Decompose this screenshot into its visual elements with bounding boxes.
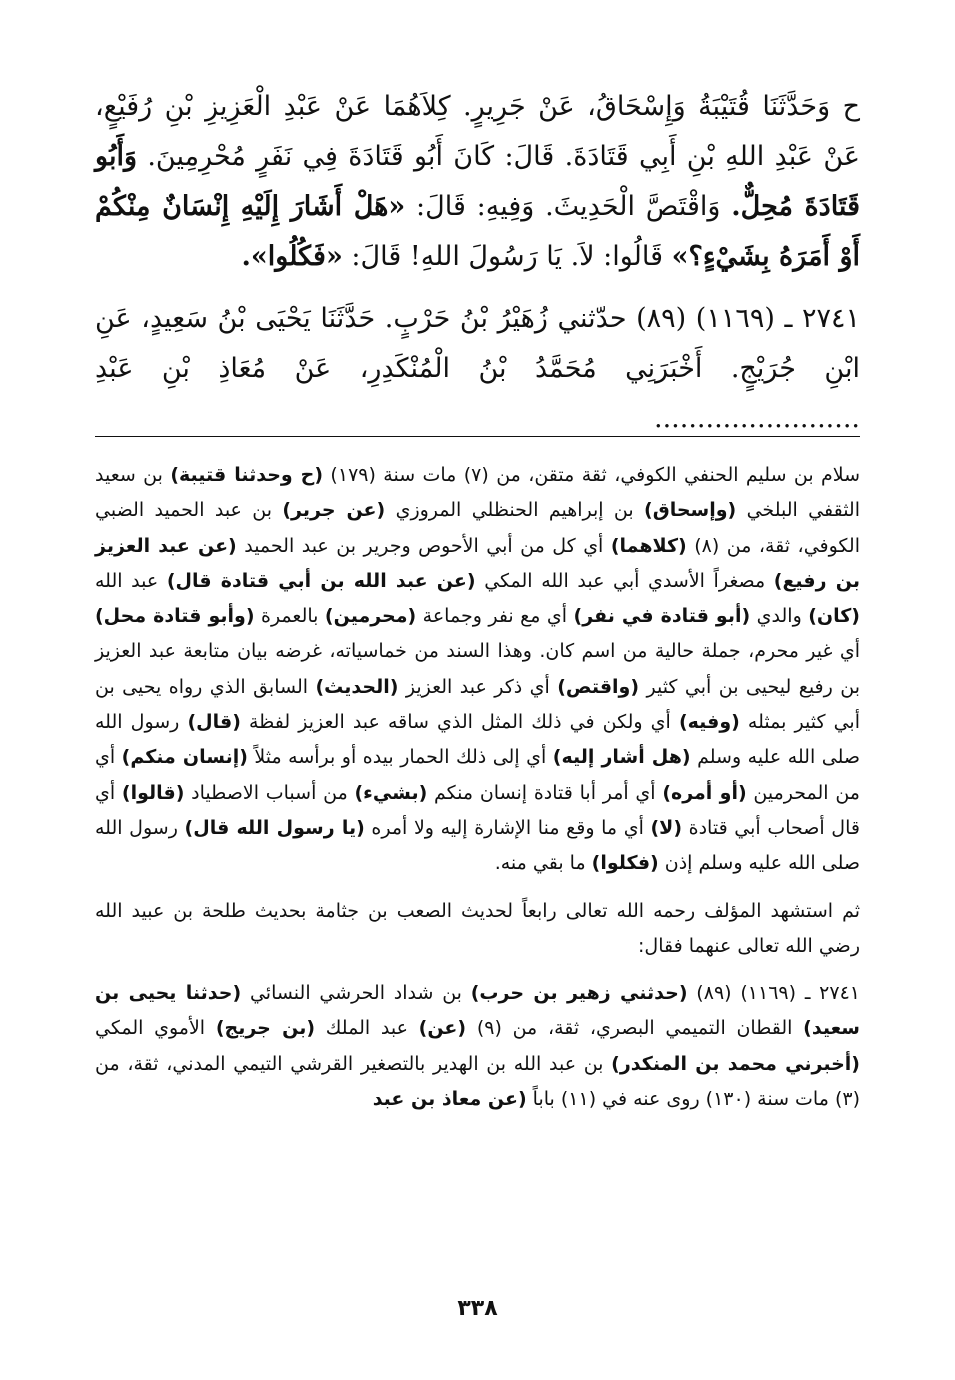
quoted-term: (محرمين) — [324, 605, 417, 628]
quoted-term: (وأبو قتادة محل) — [95, 605, 255, 628]
hadith-line: لاَ. يَا رَسُولَ اللهِ! قَالَ: — [342, 241, 595, 272]
commentary-text: ما بقي منه. — [494, 852, 592, 875]
page-number: ٣٣٨ — [457, 1296, 498, 1321]
divider-line — [95, 436, 860, 437]
commentary-text: القطان التميمي البصري، ثقة، من (٩) — [466, 1017, 804, 1040]
commentary-text: سلام بن سليم الحنفي الكوفي، ثقة متقن، من (٧) مات سنة (١٧٩) — [323, 464, 861, 486]
commentary-text: أي ولكن في ذلك المثل الذي ساقه عبد العزيز لفظة — [240, 711, 679, 734]
commentary-text: أي إلى ذلك الحمار بيده أو برأسه مثلاً — [247, 746, 553, 769]
quoted-term: (بشيء) — [354, 781, 428, 804]
commentary-text: مصغراً الأسدي أبي عبد الله المكي — [475, 569, 774, 592]
quoted-term: (عن جرير) — [282, 499, 386, 522]
commentary-text: أي غير محرم، جملة حالية من اسم كان. وهذا السند من خماسياته، غرضه بيان متابعة عبد العزيز بن رفيع ليحيى بن أبي كثير — [95, 640, 860, 698]
commentary-text: أي كل من أبي الأحوص وجرير بن عبد الحميد — [236, 534, 611, 557]
commentary-text: من أسباب الاصطياد — [184, 781, 355, 804]
quoted-term: (الحديث) — [315, 675, 399, 698]
commentary-text: عبد الملك — [315, 1017, 419, 1040]
hadith-quote: «فَكُلُوا». — [241, 241, 343, 272]
commentary-text: بن عبد الحميد الضبي الكوفي، ثقة، من (٨) — [95, 499, 860, 557]
commentary-text: والدي — [750, 605, 809, 628]
commentary-text: أي من المحرمين — [95, 746, 860, 804]
quoted-term: (حدثني زهير بن حرب) — [470, 982, 688, 1005]
hadith-text — [95, 82, 860, 456]
quoted-term: (كان) — [808, 605, 860, 628]
commentary-text: رسول الله صلى الله عليه وسلم إذن — [95, 816, 860, 875]
quoted-term: (قالوا) — [121, 781, 185, 804]
quoted-term: (عن عبد الله بن أبي قتادة قال) — [166, 569, 476, 592]
hadith-line: ابْنِ جُرَيْجٍ. أَخْبَرَنِي مُحَمَّدُ بْنُ الْمُنْكَدِرِ، عَنْ مُعَاذِ بْنِ عَبْدِ ........................ — [95, 353, 860, 434]
commentary-text: عبد الله — [95, 569, 167, 592]
commentary-text: أي ما وقع منا الإشارة إليه ولا أمره — [364, 816, 651, 839]
quoted-term: (حدثنا يحيى بن سعيد) — [95, 982, 860, 1040]
commentary-text: رسول الله صلى الله عليه وسلم — [95, 711, 860, 769]
quoted-term: (كلاهما) — [610, 534, 687, 557]
quoted-term: (أبو قتادة في نفر) — [573, 605, 751, 628]
commentary-text: ٢٧٤١ ـ (١١٦٩) (٨٩) — [687, 982, 860, 1005]
quoted-term: (واقتص) — [557, 675, 640, 698]
quoted-term: (ح وحدثنا قتيبة) — [170, 464, 324, 486]
commentary — [95, 458, 860, 1117]
quoted-term: (إنسان منكم) — [121, 746, 248, 769]
commentary-text: أي مع نفر وجماعة — [416, 605, 574, 628]
commentary-paragraph: ثم استشهد المؤلف رحمه الله تعالى رابعاً لحديث الصعب بن جثامة بحديث طلحة بن عبيد الله رضي الله تعالى عنهما فقال: — [95, 899, 860, 957]
commentary-text: بن شداد الحرشي النسائي — [241, 982, 471, 1005]
hadith-paragraph — [95, 82, 860, 282]
hadith-line: ح وَحَدَّثَنَا قُتَيْبَةُ وَإِسْحَاقُ، عَنْ جَرِيرٍ. كِلاَهُمَا عَنْ عَبْدِ الْعَزِيزِ بْنِ رُفَيْعٍ، عَنْ — [95, 91, 860, 172]
hadith-line: ٢٧٤١ ـ (١١٦٩) (٨٩) حدّثني زُهَيْرُ بْنُ حَرْبٍ. حَدَّثَنَا يَحْيَى بْنُ سَعِيدٍ، عَنِ — [95, 303, 861, 334]
commentary-text: بن إبراهيم الحنظلي المروزي — [385, 499, 645, 522]
hadith-line-bold: وَأَبُو قَتَادَةَ مُحِلٌّ. — [95, 141, 860, 222]
quoted-term: (هل أشار إليه) — [552, 746, 691, 769]
hadith-paragraph — [95, 294, 860, 444]
quoted-term: (عن) — [418, 1017, 467, 1040]
quoted-term: (يا رسول الله قال) — [184, 816, 365, 839]
commentary-text: بن سعيد الثقفي البلخي — [95, 464, 861, 522]
commentary-paragraph — [95, 976, 860, 1117]
commentary-paragraph — [95, 458, 860, 882]
quoted-term: (وفيه) — [678, 711, 740, 734]
quoted-term: (بن جريج) — [215, 1017, 316, 1040]
commentary-text: السابق الذي رواه يحيى بن أبي كثير بمثله — [95, 675, 861, 734]
commentary-text: أي أمر أبا قتادة إنسان منكم — [427, 781, 663, 804]
quoted-term: (أو أمره) — [662, 781, 747, 804]
quoted-term: (قال) — [187, 711, 241, 734]
commentary-text: أي ذكر عبد العزيز — [398, 675, 558, 698]
hadith-line: وَاقْتَصَّ الْحَدِيثَ. وَفِيهِ: قَالَ: — [405, 191, 721, 222]
hadith-line: قَالُوا: — [603, 241, 672, 272]
commentary-text: بن عبد الله بن الهدير بالتصغير القرشي التيمي المدني، ثقة، من (٣) مات سنة (١٣٠) روى عنه في (١١) باباً — [95, 1052, 860, 1111]
commentary-text: بالعمرة — [254, 605, 325, 628]
commentary-text: الأموي المكي — [95, 1017, 216, 1040]
quoted-term: (عن عبد العزيز بن رفيع) — [95, 534, 860, 592]
quoted-term: (وإسحاق) — [644, 499, 737, 522]
hadith-line: عَبْدِ اللهِ بْنِ أَبِي قَتَادَةَ. قَالَ: كَانَ أَبُو قَتَادَةَ فِي نَفَرٍ مُحْرِمِينَ. — [137, 141, 814, 172]
hadith-quote: «هَلْ أَشَارَ إِلَيْهِ إِنْسَانٌ مِنْكُمْ أَوْ أَمَرَهُ بِشَيْءٍ؟» — [95, 191, 860, 272]
quoted-term: (لا) — [650, 816, 683, 839]
quoted-term: (أخبرني محمد بن المنكدر) — [611, 1052, 860, 1075]
quoted-term: (فكلوا) — [591, 852, 659, 875]
commentary-text: أي قال أصحاب أبي قتادة — [95, 781, 860, 839]
quoted-term: (عن معاذ بن عبد — [372, 1088, 527, 1111]
